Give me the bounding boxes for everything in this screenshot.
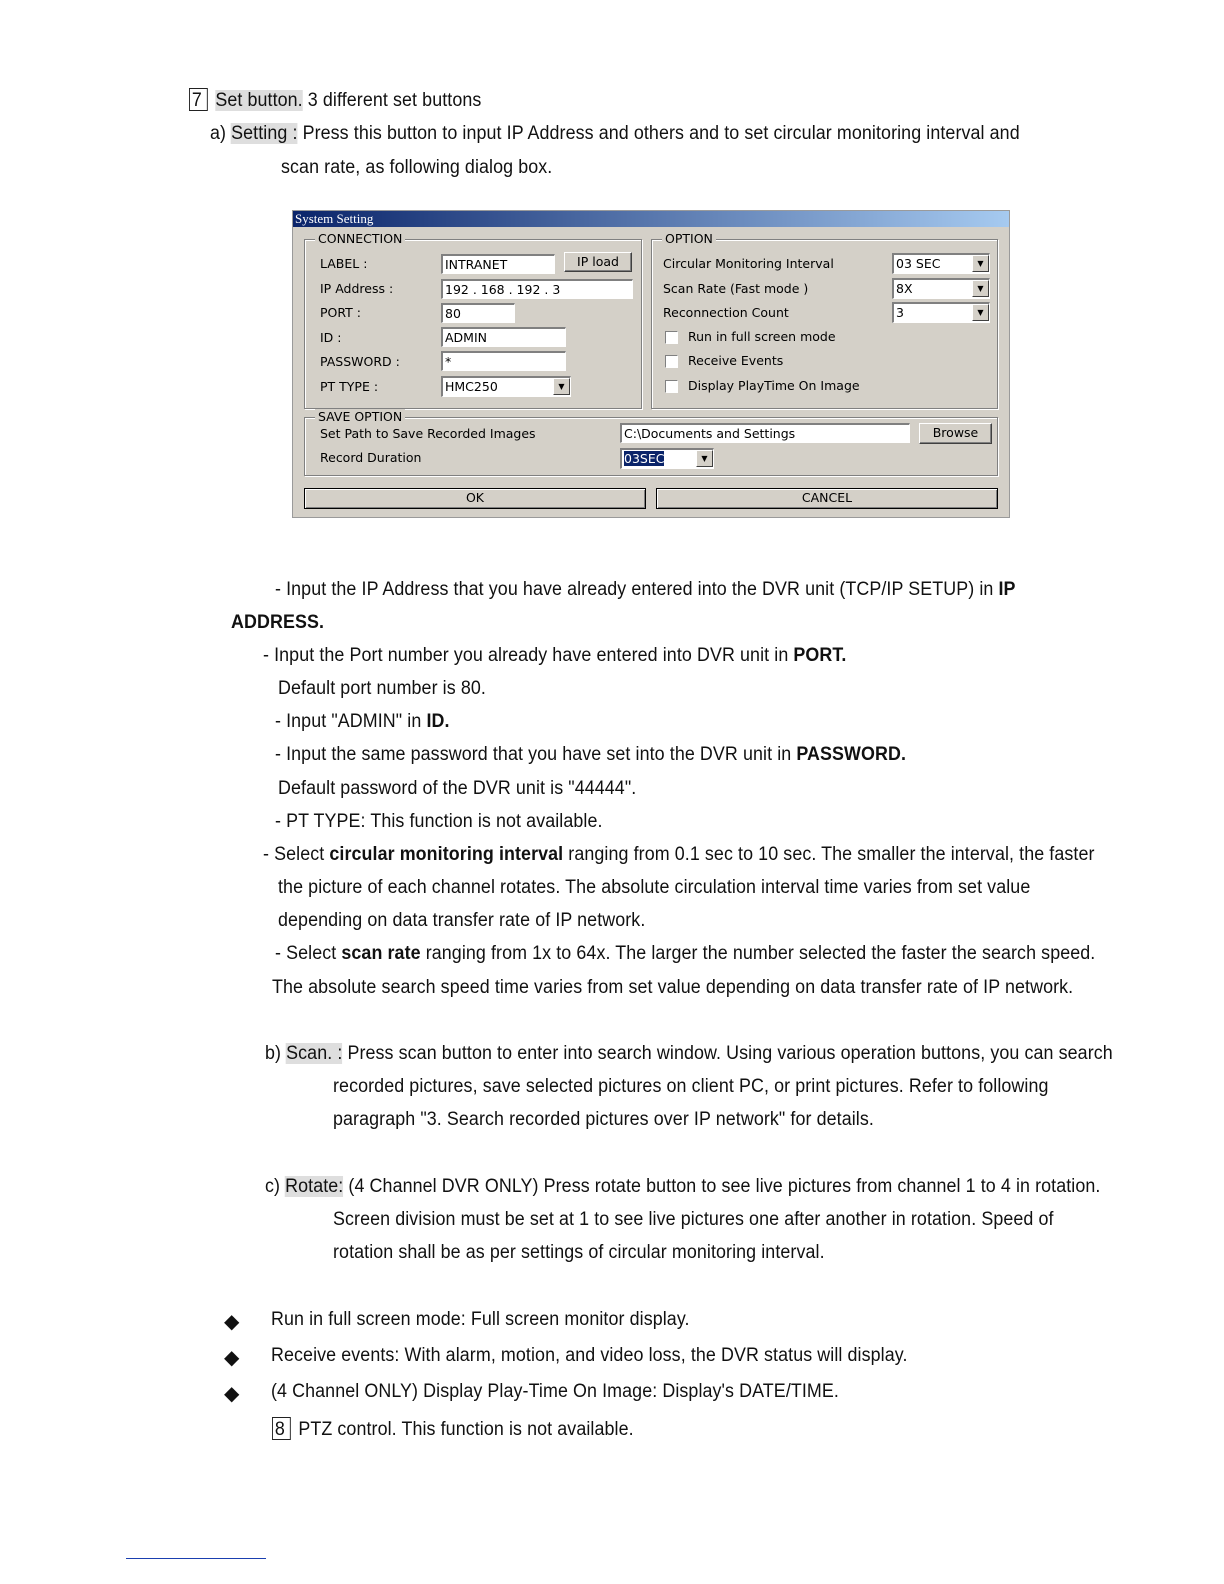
chevron-down-icon[interactable]: ▼: [696, 450, 713, 467]
connection-group-label: CONNECTION: [315, 231, 405, 246]
rotate-line-2: Screen division must be set at 1 to see live pictures one after another in rotation. Speed of: [333, 1209, 1054, 1230]
password-default: Default password of the DVR unit is "44444".: [278, 778, 637, 799]
id-input[interactable]: ADMIN: [441, 327, 566, 347]
setting-label: Setting :: [231, 123, 298, 144]
ip-address-label: IP Address :: [320, 281, 394, 296]
pt-type-select[interactable]: HMC250 ▼: [441, 376, 571, 397]
reconnection-count-label: Reconnection Count: [663, 305, 789, 320]
full-screen-checkbox[interactable]: [665, 331, 678, 344]
footnote-separator: [126, 1558, 266, 1559]
rotate-line-3: rotation shall be as per settings of circular monitoring interval.: [333, 1242, 825, 1263]
ip-instruction: - Input the IP Address that you have already entered into the DVR unit (TCP/IP SETUP) in IP: [275, 579, 1016, 600]
rotate-line-1: c) Rotate: (4 Channel DVR ONLY) Press rotate button to see live pictures from channel 1 to 4 in rotation.: [265, 1176, 1101, 1197]
display-playtime-checkbox[interactable]: [665, 380, 678, 393]
chevron-down-icon[interactable]: ▼: [972, 304, 989, 321]
scan-rate-select[interactable]: 8X ▼: [892, 278, 990, 299]
reconnection-count-select[interactable]: 3 ▼: [892, 302, 990, 323]
id-label: ID :: [320, 330, 342, 345]
diamond-bullet-icon: ◆: [224, 1311, 240, 1333]
record-duration-select[interactable]: 03SEC ▼: [620, 448, 714, 469]
option-group-label: OPTION: [662, 231, 716, 246]
port-input[interactable]: 80: [441, 303, 515, 323]
circular-monitoring-interval-label: Circular Monitoring Interval: [663, 256, 834, 271]
scan-line-2: recorded pictures, save selected pictures on client PC, or print pictures. Refer to following: [333, 1076, 1049, 1097]
section-number: 7: [189, 88, 208, 111]
chevron-down-icon[interactable]: ▼: [553, 378, 570, 395]
section-8-line: 8 PTZ control. This function is not available.: [272, 1417, 634, 1441]
receive-events-checkbox[interactable]: [665, 355, 678, 368]
section-7-heading: 7 Set button. 3 different set buttons: [189, 88, 481, 112]
save-option-group-label: SAVE OPTION: [315, 409, 405, 424]
save-path-label: Set Path to Save Recorded Images: [320, 426, 536, 441]
save-path-input[interactable]: C:\Documents and Settings: [620, 423, 910, 443]
bullet-item: (4 Channel ONLY) Display Play-Time On Image: Display's DATE/TIME.: [271, 1381, 839, 1402]
scan-rate-label: Scan Rate (Fast mode ): [663, 281, 809, 296]
receive-events-label: Receive Events: [688, 353, 784, 368]
diamond-bullet-icon: ◆: [224, 1347, 240, 1369]
setting-line-2: scan rate, as following dialog box.: [281, 157, 553, 178]
bullet-item: Run in full screen mode: Full screen monitor display.: [271, 1309, 690, 1330]
cmi-instruction: - Select circular monitoring interval ranging from 0.1 sec to 10 sec. The smaller the interval, the faster: [263, 844, 1095, 865]
record-duration-label: Record Duration: [320, 450, 422, 465]
browse-button[interactable]: Browse: [919, 423, 992, 444]
ip-address-input[interactable]: 192 . 168 . 192 . 3: [441, 279, 633, 299]
ip-instruction-cont: ADDRESS.: [231, 612, 325, 633]
port-default: Default port number is 80.: [278, 678, 486, 699]
diamond-bullet-icon: ◆: [224, 1383, 240, 1405]
setting-line-1: a) Setting : Press this button to input IP Address and others and to set circular monitoring interval and: [210, 123, 1020, 144]
chevron-down-icon[interactable]: ▼: [972, 280, 989, 297]
scan-line-3: paragraph "3. Search recorded pictures over IP network" for details.: [333, 1109, 874, 1130]
pt-type-instruction: - PT TYPE: This function is not available.: [275, 811, 603, 832]
scan-line-1: b) Scan. : Press scan button to enter into search window. Using various operation buttons, you can search: [265, 1043, 1113, 1064]
scan-rate-instruction: - Select scan rate ranging from 1x to 64x. The larger the number selected the faster the search speed.: [275, 943, 1096, 964]
display-playtime-label: Display PlayTime On Image: [688, 378, 860, 393]
password-label: PASSWORD :: [320, 354, 400, 369]
chevron-down-icon[interactable]: ▼: [972, 255, 989, 272]
ip-load-button[interactable]: IP load: [564, 252, 632, 272]
password-instruction: - Input the same password that you have set into the DVR unit in PASSWORD.: [275, 744, 907, 765]
pt-type-label: PT TYPE :: [320, 379, 379, 394]
system-setting-dialog: [292, 210, 1010, 518]
id-instruction: - Input "ADMIN" in ID.: [275, 711, 450, 732]
circular-monitoring-interval-select[interactable]: 03 SEC ▼: [892, 253, 990, 274]
section-number: 8: [272, 1417, 291, 1440]
ok-button[interactable]: OK: [304, 488, 646, 509]
scan-label: Scan. :: [286, 1043, 343, 1064]
port-label: PORT :: [320, 305, 361, 320]
label-input[interactable]: INTRANET: [441, 254, 555, 274]
bullet-item: Receive events: With alarm, motion, and video loss, the DVR status will display.: [271, 1345, 908, 1366]
dialog-title: System Setting: [293, 211, 1009, 227]
set-button-label: Set button.: [215, 90, 303, 111]
password-input[interactable]: *: [441, 351, 566, 371]
scan-rate-instruction-2: The absolute search speed time varies from set value depending on data transfer rate of IP network.: [272, 977, 1074, 998]
cmi-instruction-3: depending on data transfer rate of IP network.: [278, 910, 646, 931]
cmi-instruction-2: the picture of each channel rotates. The absolute circulation interval time varies from set value: [278, 877, 1031, 898]
port-instruction: - Input the Port number you already have entered into DVR unit in PORT.: [263, 645, 847, 666]
rotate-label: Rotate:: [285, 1176, 344, 1197]
cancel-button[interactable]: CANCEL: [656, 488, 998, 509]
label-label: LABEL :: [320, 256, 368, 271]
full-screen-label: Run in full screen mode: [688, 329, 836, 344]
